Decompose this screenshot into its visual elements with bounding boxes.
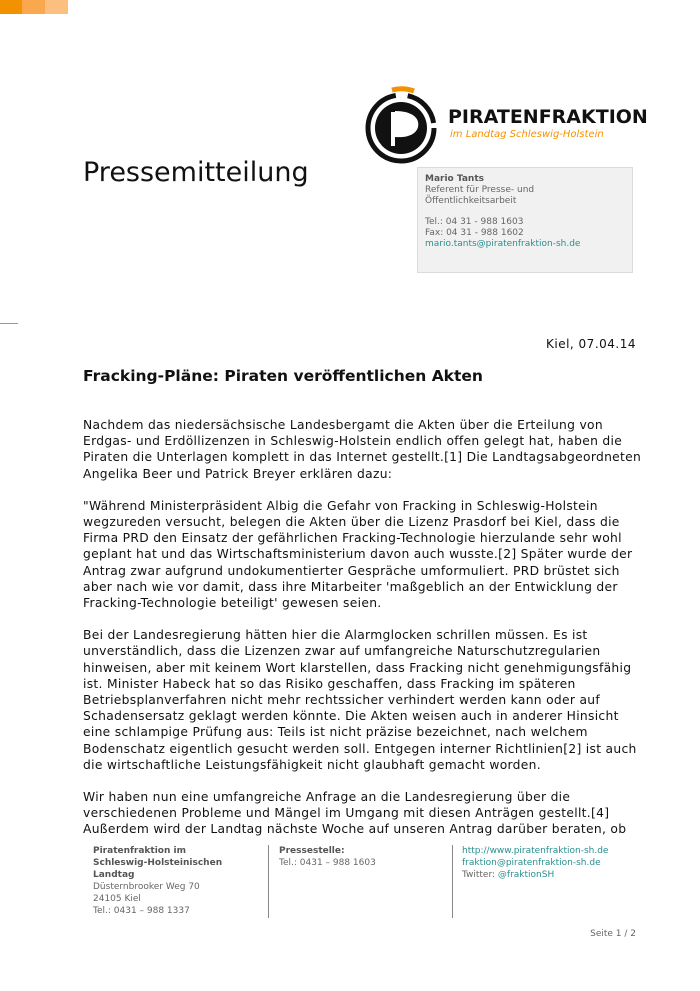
- footer-press-office: [279, 845, 449, 869]
- footer-press-label: Pressestelle:: [279, 846, 345, 856]
- footer-org-line3: Landtag: [93, 870, 135, 880]
- contact-name: Mario Tants: [425, 174, 484, 184]
- footer-city: 24105 Kiel: [93, 894, 141, 904]
- contact-fax: Fax: 04 31 - 988 1602: [425, 228, 524, 238]
- footer-divider: [452, 845, 453, 918]
- footer-twitter: [462, 869, 642, 881]
- corner-bar-2: [22, 0, 45, 14]
- fold-mark: [0, 323, 18, 324]
- footer-email-link[interactable]: fraktion@piratenfraktion-sh.de: [462, 858, 601, 868]
- pirate-sail-icon: [362, 84, 442, 168]
- footer-org-line2: Schleswig-Holsteinischen: [93, 858, 223, 868]
- footer-org-phone: Tel.: 0431 – 988 1337: [93, 906, 190, 916]
- corner-bar-1: [0, 0, 22, 14]
- contact-phone: Tel.: 04 31 - 988 1603: [425, 217, 524, 227]
- press-body: [83, 417, 643, 854]
- contact-box: [417, 167, 633, 273]
- footer-twitter-label: Twitter:: [462, 870, 498, 880]
- footer-street: Düsternbrooker Weg 70: [93, 882, 200, 892]
- footer-press-phone: Tel.: 0431 – 988 1603: [279, 858, 376, 868]
- contact-role-line1: Referent für Presse- und: [425, 185, 535, 195]
- press-headline: Fracking-Pläne: Piraten veröffentlichen Akten: [83, 367, 483, 385]
- press-date: Kiel, 07.04.14: [546, 337, 636, 351]
- piratenfraktion-logo: [362, 84, 648, 168]
- contact-role-line2: Öffentlichkeitsarbeit: [425, 196, 517, 206]
- corner-bar-3: [45, 0, 68, 14]
- body-paragraph: Nachdem das niedersächsische Landesbergamt die Akten über die Erteilung von Erdgas- und Erdöllizenzen in Schleswig-Holstein endlich offen gelegt hat, haben die Piraten die Unterlagen komplett in das Internet gestellt.[1] Die Landtagsabgeordneten Angelika Beer und Patrick Breyer erklären dazu:: [83, 418, 642, 481]
- footer-address: [93, 845, 263, 917]
- document-type-title: Pressemitteilung: [83, 157, 309, 188]
- corner-accent-bars: [0, 0, 68, 14]
- footer-org-line1: Piratenfraktion im: [93, 846, 186, 856]
- logo-title: PIRATENFRAKTION: [448, 106, 648, 128]
- footer-twitter-link[interactable]: @fraktionSH: [497, 870, 555, 880]
- page-footer: [83, 845, 643, 920]
- contact-email-link[interactable]: mario.tants@piratenfraktion-sh.de: [425, 239, 581, 249]
- logo-subtitle: im Landtag Schleswig-Holstein: [450, 129, 604, 140]
- body-paragraph: Bei der Landesregierung hätten hier die Alarmglocken schrillen müssen. Es ist unverständlich, dass die Lizenzen zwar auf umfangreiche Naturschutzregularien hinweisen, aber mit keinem Wort klarstellen, dass Fracking nicht genehmigungsfähig ist. Minister Habeck hat so das Risiko geschaffen, dass Fracking im späteren Betriebsplanverfahren nicht mehr rechtssicher verhindert werden kann oder auf Schadensersatz geklagt werden könnte. Die Akten weisen auch in anderer Hinsicht eine schlampige Prüfung aus: Teils ist nicht präzise bezeichnet, nach welchem Bodenschatz eigentlich gesucht werden soll. Entgegen interner Richtlinien[2] ist auch die wirtschaftliche Leistungsfähigkeit nicht glaubhaft gemacht worden.: [83, 628, 637, 772]
- footer-divider: [268, 845, 269, 918]
- page-number: Seite 1 / 2: [590, 929, 636, 939]
- body-paragraph: Wir haben nun eine umfangreiche Anfrage an die Landesregierung über die verschiedenen Probleme und Mängel im Umgang mit diesen Anträgen gestellt.[4] Außerdem wird der Landtag nächste Woche auf unseren Antrag darüber beraten, ob: [83, 790, 627, 837]
- footer-online: [462, 845, 642, 881]
- body-paragraph: "Während Ministerpräsident Albig die Gefahr von Fracking in Schleswig-Holstein wegzureden versucht, belegen die Akten über die Lizenz Prasdorf bei Kiel, dass die Firma PRD den Einsatz der gefährlichen Fracking-Technologie hierzulande sehr wohl geplant hat und das Wirtschaftsministerium davon auch wusste.[2] Später wurde der Antrag zwar aufgrund undokumentierter Gespräche umformuliert. PRD brüstet sich aber nach wie vor damit, dass ihre Mitarbeiter 'maßgeblich an der Entwicklung der Fracking-Technologie beteiligt' gewesen seien.: [83, 498, 633, 611]
- footer-website-link[interactable]: http://www.piratenfraktion-sh.de: [462, 846, 609, 856]
